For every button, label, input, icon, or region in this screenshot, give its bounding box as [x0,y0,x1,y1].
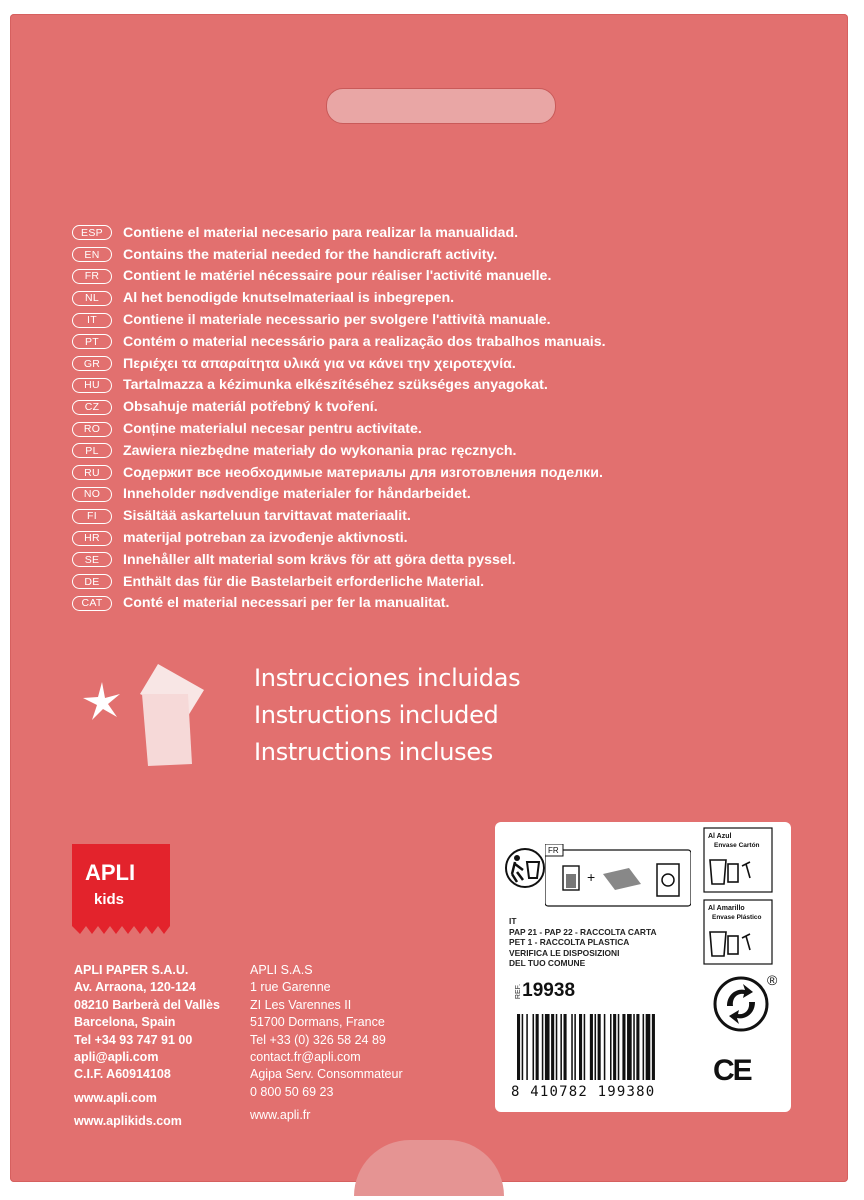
bin-blue-sub: Envase Cartón [714,842,760,849]
street-fr: 1 rue Garenne [250,980,331,995]
barcode-bar [613,1014,616,1080]
language-text: Contient le matériel nécessaire pour réaliser l'activité manuelle. [123,268,552,285]
language-row [72,549,606,571]
language-code-badge: FI [72,509,112,524]
language-code-badge: CAT [72,596,112,611]
barcode-bar [595,1014,597,1080]
instructions-text [254,660,520,771]
language-code-badge: RU [72,465,112,480]
barcode-bar [633,1014,635,1080]
language-code-badge: HR [72,531,112,546]
logo-sub: kids [94,891,125,908]
barcode-bar [652,1014,655,1080]
language-code-badge: DE [72,574,112,589]
barcode-bar [584,1014,586,1080]
language-text: Содержит все необходимые материалы для изготовления поделки. [123,464,603,481]
it-line: VERIFICA LE DISPOSIZIONI [509,947,620,958]
language-row [72,375,606,397]
language-code-badge: EN [72,247,112,262]
language-row [72,396,606,418]
language-code-badge: PT [72,334,112,349]
language-row [72,266,606,288]
language-text: Obsahuje materiál potřebný k tvoření. [123,399,378,416]
zone-fr: ZI Les Varennes II [250,997,352,1012]
barcode-bar [564,1014,567,1080]
ref-label: REF. [515,983,523,999]
web-apli: www.apli.com [74,1090,157,1105]
language-row [72,593,606,615]
street-es: Av. Arraona, 120-124 [74,980,196,995]
packaging-card [10,14,848,1182]
language-text: Conține materialul necesar pentru activitate. [123,421,422,438]
barcode-bar [622,1014,625,1080]
language-row [72,527,606,549]
language-row [72,440,606,462]
language-list [72,222,606,614]
language-text: Contains the material needed for the handicraft activity. [123,246,498,263]
barcode-digits: 8 410782 199380 [511,1084,656,1100]
ref-number: 19938 [522,980,576,1001]
language-row [72,353,606,375]
language-row [72,287,606,309]
web-aplikids: www.aplikids.com [74,1114,182,1129]
it-line: IT [509,916,517,926]
barcode-bar [604,1014,606,1080]
language-text: Sisältää askarteluun tarvittavat materiaalit. [123,508,411,525]
language-code-badge: NO [72,487,112,502]
city-es: 08210 Barberà del Vallès [74,997,220,1012]
language-row [72,244,606,266]
it-line: DEL TUO COMUNE [509,958,586,968]
bin-yellow-title: Al Amarillo [708,905,745,912]
language-text: Contém o material necessário para a realização dos trabalhos manuais. [123,333,606,350]
address-spain [74,962,220,1131]
registered-mark: ® [767,972,778,988]
address-france [250,962,403,1125]
it-line: PAP 21 - PAP 22 - RACCOLTA CARTA [509,926,657,937]
language-text: Tartalmazza a kézimunka elkészítéséhez szükséges anyagokat. [123,377,548,394]
bin-yellow-sub: Envase Plástico [712,914,762,921]
instructions-icon [80,664,230,774]
city-fr: 51700 Dormans, France [250,1015,385,1030]
company-es: APLI PAPER S.A.U. [74,963,189,977]
language-text: materijal potreban za izvođenje aktivnosti. [123,530,408,547]
phone-es: Tel +34 93 747 91 00 [74,1032,193,1047]
language-text: Contiene el material necesario para realizar la manualidad. [123,224,519,241]
web-apli-fr: www.apli.fr [250,1108,311,1123]
spain-bins-panel [702,826,774,971]
language-row [72,418,606,440]
language-code-badge: ESP [72,225,112,240]
instructions-fr: Instructions incluses [254,738,494,766]
ce-mark: CE [713,1054,751,1087]
language-row [72,462,606,484]
bottom-tab [354,1140,504,1196]
language-code-badge: CZ [72,400,112,415]
language-code-badge: GR [72,356,112,371]
language-code-badge: HU [72,378,112,393]
barcode-bar [643,1014,645,1080]
language-code-badge: FR [72,269,112,284]
language-text: Enthält das für die Bastelarbeit erforderliche Material. [123,573,485,590]
carton-box-icon [563,866,579,890]
it-line: PET 1 - RACCOLTA PLASTICA [509,937,630,947]
barcode-bar [571,1014,573,1080]
barcode-bar [551,1014,554,1080]
barcode-bar [560,1014,562,1080]
logo-text: APLI [85,860,136,885]
language-text: Contiene il materiale necessario per svolgere l'attività manuale. [123,312,551,329]
barcode-bar [517,1014,520,1080]
barcode-bar [533,1014,535,1080]
bin-blue-icon [710,860,750,884]
language-text: Zawiera niezbędne materiały do wykonania prac ręcznych. [123,442,517,459]
instructions-en: Instructions included [254,701,499,729]
language-code-badge: SE [72,552,112,567]
language-row [72,222,606,244]
product-label [495,822,791,1112]
barcode-bar [542,1014,544,1080]
barcode-bar [574,1014,576,1080]
barcode-bar [627,1014,632,1080]
language-row [72,309,606,331]
cif-es: C.I.F. A60914108 [74,1067,171,1082]
bin-yellow-icon [710,932,750,956]
service-phone-fr: 0 800 50 69 23 [250,1084,334,1099]
apli-kids-logo [72,844,170,936]
booklet-icon [140,664,204,766]
triman-icon [503,846,547,890]
barcode-bar [522,1014,524,1080]
barcode-bar [536,1014,539,1080]
language-row [72,331,606,353]
region-es: Barcelona, Spain [74,1015,176,1030]
instructions-es: Instrucciones incluidas [254,664,521,692]
recycle-bin-icon [657,864,679,896]
barcode-bar [526,1014,528,1080]
language-code-badge: IT [72,313,112,328]
email-fr: contact.fr@apli.com [250,1050,361,1065]
language-code-badge: PL [72,443,112,458]
language-code-badge: NL [72,291,112,306]
barcode [513,1014,713,1084]
fr-sorting-info [545,844,691,908]
language-text: Conté el material necessari per fer la manualitat. [123,595,450,612]
barcode-bar [579,1014,582,1080]
green-dot-recycle-icon [713,976,769,1032]
sparkle-icon [83,682,120,720]
barcode-bar [545,1014,550,1080]
email-es: apli@apli.com [74,1050,159,1065]
fr-tag: FR [548,846,559,855]
barcode-bar [590,1014,593,1080]
language-row [72,505,606,527]
company-fr: APLI S.A.S [250,963,313,977]
hang-hole [326,88,556,124]
barcode-bar [610,1014,612,1080]
language-text: Περιέχει τα απαραίτητα υλικά για να κάνει την χειροτεχνία. [123,355,516,372]
barcode-bar [636,1014,639,1080]
language-text: Al het benodigde knutselmateriaal is inbegrepen. [123,290,455,307]
language-row [72,571,606,593]
barcode-bar [646,1014,651,1080]
language-text: Innehåller allt material som krävs för att göra detta pyssel. [123,551,516,568]
it-recycling-text [509,916,657,969]
service-fr: Agipa Serv. Consommateur [250,1067,403,1082]
barcode-bar [618,1014,620,1080]
plus-sign: + [587,869,596,885]
reference [511,980,575,1002]
phone-fr: Tel +33 (0) 326 58 24 89 [250,1032,386,1047]
bin-blue-title: Al Azul [708,833,732,840]
barcode-bar [598,1014,601,1080]
language-row [72,484,606,506]
language-text: Inneholder nødvendige materialer for håndarbeidet. [123,486,471,503]
language-code-badge: RO [72,422,112,437]
film-icon [603,868,641,890]
barcode-bar [556,1014,558,1080]
